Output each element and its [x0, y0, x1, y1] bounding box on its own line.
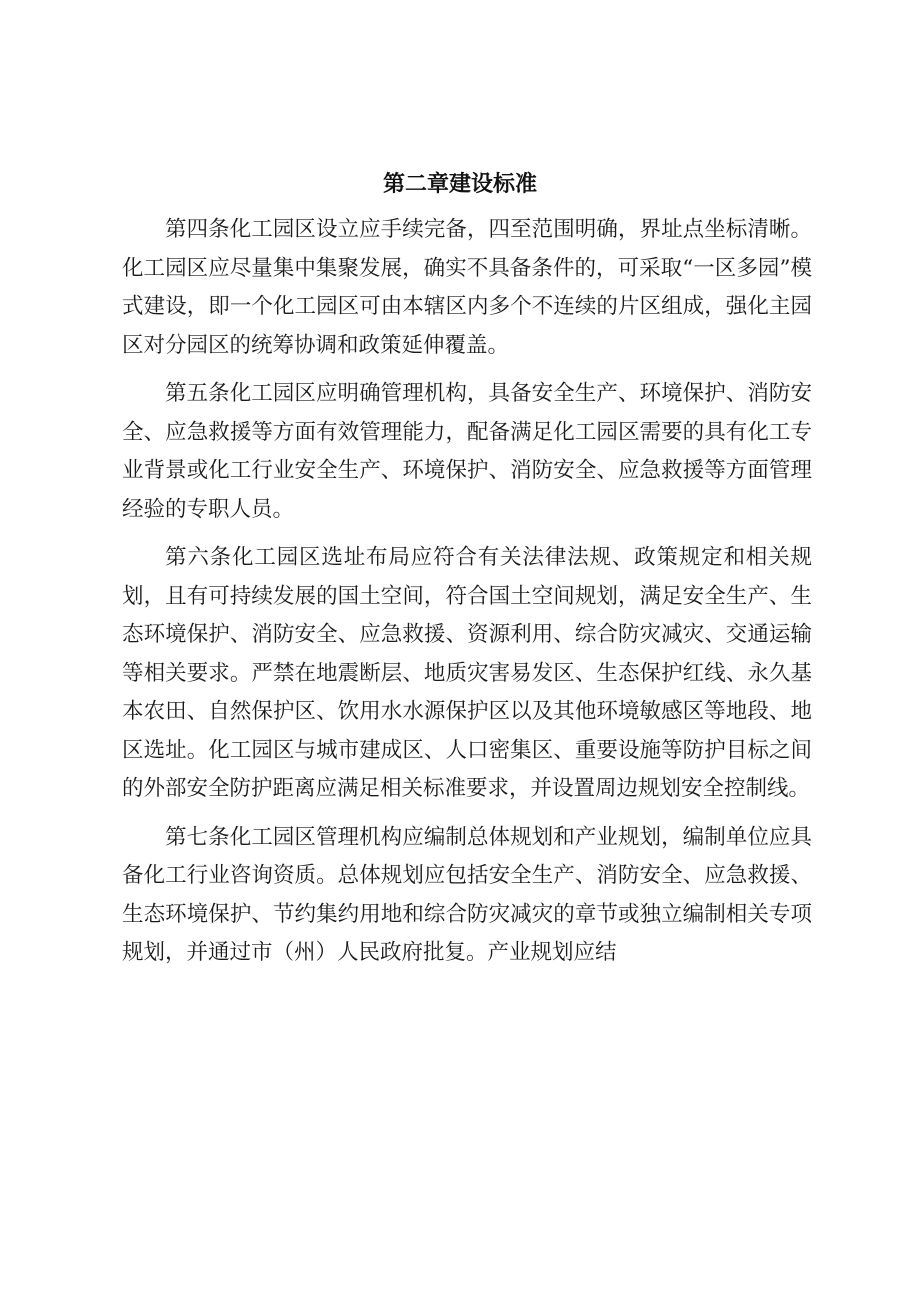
paragraph-article-7: 第七条化工园区管理机构应编制总体规划和产业规划，编制单位应具备化工行业咨询资质。总体规划应包括安全生产、消防安全、应急救援、生态环境保护、节约集约用地和综合防灾减灾的章节或独立编制相关专项规划，并通过市（州）人民政府批复。产业规划应结: [122, 824, 812, 965]
chapter-title: 第二章建设标准: [382, 172, 537, 197]
paragraph-article-6: 第六条化工园区选址布局应符合有关法律法规、政策规定和相关规划，且有可持续发展的国土空间，符合国土空间规划，满足安全生产、生态环境保护、消防安全、应急救援、资源利用、综合防灾减灾、交通运输等相关要求。严禁在地震断层、地质灾害易发区、生态保护红线、永久基本农田、自然保护区、饮用水水源保护区以及其他环境敏感区等地段、地区选址。化工园区与城市建成区、人口密集区、重要设施等防护目标之间的外部安全防护距离应满足相关标准要求，并设置周边规划安全控制线。: [122, 545, 812, 801]
document-body: [122, 211, 812, 973]
paragraph-article-4: 第四条化工园区设立应手续完备，四至范围明确，界址点坐标清晰。化工园区应尽量集中集聚发展，确实不具备条件的，可采取“一区多园”模式建设，即一个化工园区可由本辖区内多个不连续的片区组成，强化主园区对分园区的统筹协调和政策延伸覆盖。: [122, 217, 812, 358]
paragraph-article-5: 第五条化工园区应明确管理机构，具备安全生产、环境保护、消防安全、应急救援等方面有效管理能力，配备满足化工园区需要的具有化工专业背景或化工行业安全生产、环境保护、消防安全、应急救援等方面管理经验的专职人员。: [122, 381, 812, 522]
